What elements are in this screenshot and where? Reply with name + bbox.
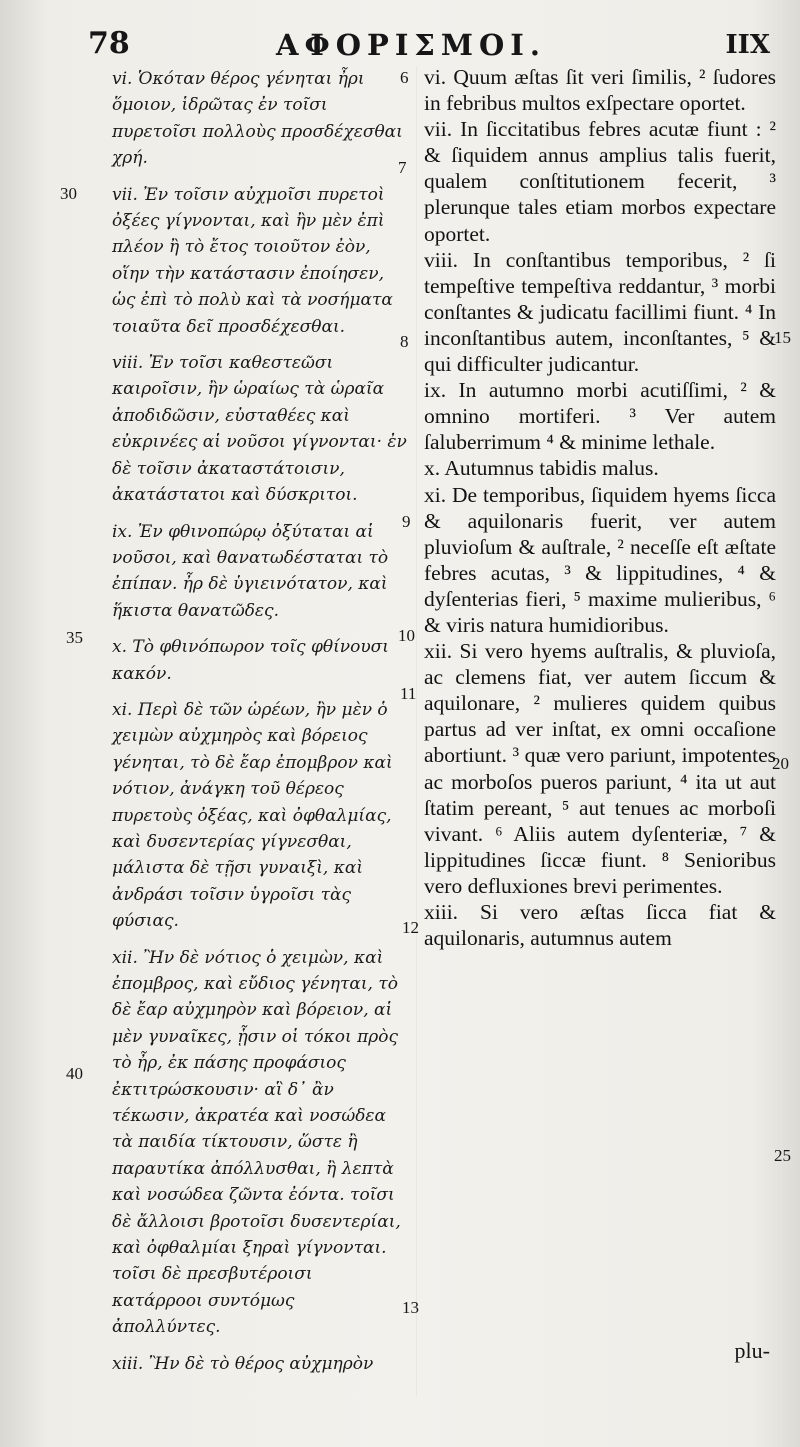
aphorism-number: 11 bbox=[400, 684, 417, 703]
greek-aphorism: ix. Ἐν φθινοπώρῳ ὀξύταται αἱ νοῦσοι, καὶ θανατωδέσταται τὸ ἐπίπαν. ἦρ δὲ ὑγιεινότατον, καὶ ἥκιστα θανατῶδες. bbox=[112, 521, 389, 621]
line-number: 15 bbox=[774, 328, 791, 347]
greek-aphorism: x. Τὸ φθινόπωρον τοῖς φθίνουσι κακόν. bbox=[112, 637, 389, 684]
signature-mark: IIX bbox=[725, 30, 770, 60]
latin-aphorism: viii. In conſtantibus temporibus, ² ſi tempeſtive tempeſtiva reddantur, ³ morbi conſtantes & judicatu facillimi fiunt. ⁴ In inconſtantibus autem, inconſtantes, ⁵ & qui difficulter judicantur. bbox=[424, 247, 776, 377]
latin-aphorism: xi. De temporibus, ſiquidem hyems ſicca & aquilonaris fuerit, ver autem pluvioſum & auſtrale, ² neceſſe eſt æſtate febres acutas, ³ & lippitudines, ⁴ & dyſenterias fieri, ⁵ maxime mulieribus, ⁶ & viris natura humidioribus. bbox=[424, 482, 776, 637]
latin-aphorism: x. Autumnus tabidis malus. bbox=[424, 456, 659, 481]
greek-aphorism: viii. Ἐν τοῖσι καθεστεῶσι καιροῖσιν, ἢν ὡραίως τὰ ὡραῖα ἀποδιδῶσιν, εὐσταθέες καὶ εὐκρινέες αἱ νοῦσοι γίγνονται· ἐν δὲ τοῖσιν ἀκαταστάτοισιν, ἀκατάστατοι καὶ δύσκριτοι. bbox=[112, 353, 407, 506]
running-header bbox=[0, 26, 800, 66]
latin-aphorism: xii. Si vero hyems auſtralis, & pluvioſa, ac clemens fiat, ver autem ſiccum & aquilonare, ² mulieres quidem quibus partus ad ver inſtat, ex omni occaſione abortiunt. ³ quæ vero pariunt, impotentes ac morboſos pueros pariunt, ⁴ ita ut aut ſtatim pereant, ⁵ aut tenues ac morboſi vivant. ⁶ Aliis autem dyſenteriæ, ⁷ & lippitudines ſiccæ fiunt. ⁸ Senioribus vero defluxiones brevi perimentes. bbox=[424, 639, 776, 898]
latin-aphorism: ix. In autumno morbi acutiſſimi, ² & omnino mortiferi. ³ Ver autem ſaluberrimum ⁴ & minime lethale. bbox=[424, 378, 776, 455]
aphorism-number: 10 bbox=[398, 626, 415, 645]
aphorism-number: 6 bbox=[400, 68, 409, 87]
latin-aphorism: vii. In ſiccitatibus febres acutæ fiunt : ² & ſiquidem annus amplius talis fuerit, qualem conſtitutionem fecerit, ³ plerunque tales etiam morbos expectare oportet. bbox=[424, 117, 776, 246]
greek-aphorism: vi. Ὁκόταν θέρος γένηται ἦρι ὅμοιον, ἱδρῶτας ἐν τοῖσι πυρετοῖσι πολλοὺς προσδέχεσθαι χρή. bbox=[112, 69, 403, 169]
column-gutter bbox=[416, 66, 417, 1396]
aphorism-number: 12 bbox=[402, 918, 419, 937]
latin-aphorism: xiii. Si vero æſtas ſicca fiat & aquilonaris, autumnus autem bbox=[424, 900, 776, 951]
aphorism-number: 13 bbox=[402, 1298, 419, 1317]
line-number: 35 bbox=[66, 628, 83, 647]
greek-aphorism: xiii. Ἢν δὲ τὸ θέρος αὐχμηρὸν bbox=[112, 1353, 374, 1374]
latin-aphorism: vi. Quum æſtas ſit veri ſimilis, ² ſudores in febribus multos exſpectare oportet. bbox=[424, 65, 776, 116]
running-title: ΑΦΟΡΙΣΜΟΙ. bbox=[276, 28, 546, 62]
catchword: plu- bbox=[734, 1338, 770, 1363]
aphorism-number: 9 bbox=[402, 512, 411, 531]
greek-aphorism: xi. Περὶ δὲ τῶν ὡρέων, ἢν μὲν ὁ χειμὼν αὐχμηρὸς καὶ βόρειος γένηται, τὸ δὲ ἔαρ ἐπομβρον καὶ νότιον, ἀνάγκη τοῦ θέρεος πυρετοὺς ὀξέας, καὶ ὀφθαλμίας, καὶ δυσεντερίας γίγνεσθαι, μάλιστα δὲ τῇσι γυναιξὶ, καὶ ἀνδράσι τοῖσιν ὑγροῖσι τὰς φύσιας. bbox=[112, 699, 393, 932]
line-number: 20 bbox=[772, 754, 789, 773]
aphorism-number: 8 bbox=[400, 332, 409, 351]
page-number: 78 bbox=[88, 26, 130, 61]
latin-column bbox=[424, 64, 776, 951]
greek-aphorism: vii. Ἐν τοῖσιν αὐχμοῖσι πυρετοὶ ὀξέες γίγνονται, καὶ ἢν μὲν ἐπὶ πλέον ἢ τὸ ἔτος τοιοῦτον ἐὸν, οἵην τὴν κατάστασιν ἐποίησεν, ὡς ἐπὶ τὸ πολὺ καὶ τὰ νοσήματα τοιαῦτα δεῖ προσδέχεσθαι. bbox=[112, 184, 393, 337]
line-number: 30 bbox=[60, 184, 77, 203]
line-number: 40 bbox=[66, 1064, 83, 1083]
line-number: 25 bbox=[774, 1146, 791, 1165]
aphorism-number: 7 bbox=[398, 158, 407, 177]
greek-aphorism: xii. Ἢν δὲ νότιος ὁ χειμὼν, καὶ ἐπομβρος, καὶ εὔδιος γένηται, τὸ δὲ ἔαρ αὐχμηρὸν καὶ βόρειον, αἱ μὲν γυναῖκες, ᾗσιν οἱ τόκοι πρὸς τὸ ἦρ, ἐκ πάσης προφάσιος ἐκτιτρώσκουσιν· αἳ δ᾽ ἂν τέκωσιν, ἀκρατέα καὶ νοσώδεα τὰ παιδία τίκτουσιν, ὥστε ἢ παραυτίκα ἀπόλλυσθαι, ἢ λεπτὰ καὶ νοσώδεα ζῶντα ἐόντα. τοῖσι δὲ ἄλλοισι βροτοῖσι δυσεντερίαι, καὶ ὀφθαλμίαι ξηραὶ γίγνονται. τοῖσι δὲ πρεσβυτέροισι κατάρροοι συντόμως ἀπολλύντες. bbox=[112, 947, 401, 1338]
greek-column bbox=[112, 66, 408, 1387]
